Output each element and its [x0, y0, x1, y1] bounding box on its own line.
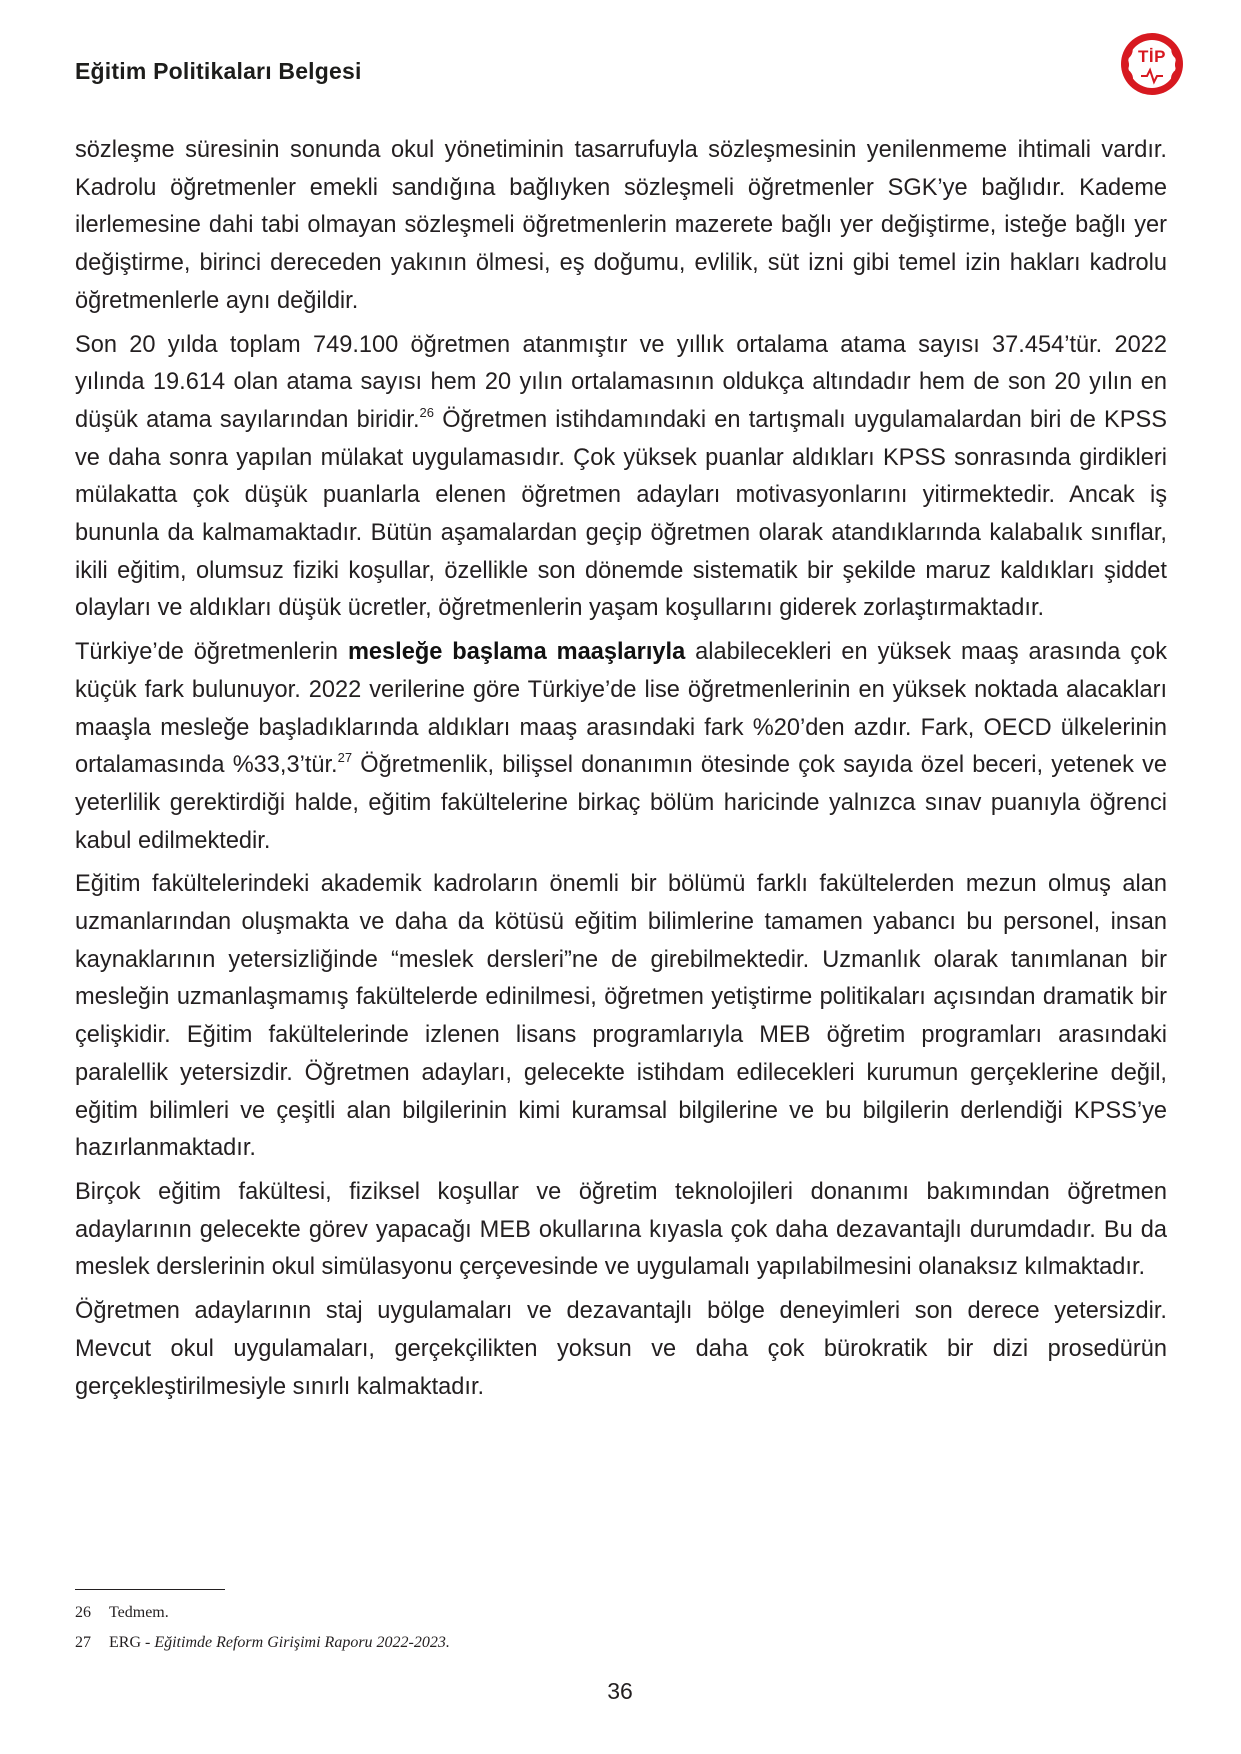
document-title: Eğitim Politikaları Belgesi	[75, 58, 362, 84]
footnote-title: Eğitimde Reform Girişimi Raporu 2022-2023.	[154, 1634, 450, 1651]
footnote-source: ERG	[109, 1634, 141, 1651]
footnote-27	[75, 1628, 975, 1658]
paragraph: Son 20 yılda toplam 749.100 öğretmen atanmıştır ve yıllık ortalama atama sayısı 37.454’tür. 2022 yılında 19.614 olan atama sayısı hem 20 yılın ortalamasının oldukça altındadır hem de son 20 yılın en düşük atama sayılarından biridir.$^{26}$ Öğretmen istihdamındaki en tartışmalı uygulamalardan biri de KPSS ve daha sonra yapılan mülakat uygulamasıdır. Çok yüksek puanlar aldıkları KPSS sonrasında girdikleri mülakatta çok düşük puanlarla elenen öğretmen adayları motivasyonlarını yitirmektedir. Ancak iş bununla da kalmamaktadır. Bütün aşamalardan geçip öğretmen olarak atandıklarında kalabalık sınıflar, ikili eğitim, olumsuz fiziki koşullar, özellikle son dönemde sistematik bir şekilde maruz kaldıkları şiddet olayları ve aldıkları düşük ücretler, öğretmenlerin yaşam koşullarını giderek zorlaştırmaktadır.	[75, 331, 1167, 622]
logo-text: TİP	[1138, 47, 1166, 66]
footnote-text: Tedmem.	[109, 1604, 169, 1621]
paragraph: Eğitim fakültelerindeki akademik kadroların önemli bir bölümü farklı fakültelerden mezun olmuş alan uzmanlarından oluşmakta ve daha da kötüsü eğitim bilimlerine tamamen yabancı bu personel, insan kaynaklarının yetersizliğinde “meslek dersleri”ne de girebilmektedir. Uzmanlık olarak tanımlanan bir mesleğin uzmanlaşmamış fakültelerde edinilmesi, öğretmen yetiştirme politikaları açısından dramatik bir çelişkidir. Eğitim fakültelerinde izlenen lisans programlarıyla MEB öğretim programları arasındaki paralellik yetersizdir. Öğretmen adayları, gelecekte istihdam edilecekleri kurumun gerçeklerine değil, eğitim bilimleri ve çeşitli alan bilgilerinin kimi kuramsal bilgilerine ve bu bilgilerin derlendiği KPSS’ye hazırlanmaktadır.	[75, 871, 1167, 1162]
footnote-number: 27	[75, 1634, 91, 1651]
paragraph: Türkiye’de öğretmenlerin mesleğe başlama maaşlarıyla alabilecekleri en yüksek maaş arasında çok küçük fark bulunuyor. 2022 verilerine göre Türkiye’de lise öğretmenlerinin en yüksek noktada alacakları maaşla mesleğe başladıklarında aldıkları maaş arasındaki fark %20’den azdır. Fark, OECD ülkelerinin ortalamasında %33,3’tür.$^{27}$ Öğretmenlik, bilişsel donanımın ötesinde çok sayıda özel beceri, yetenek ve yeterlilik gerektirdiği halde, eğitim fakültelerine birkaç bölüm haricinde yalnızca sınav puanıyla öğrenci kabul edilmektedir.	[75, 639, 1168, 854]
page-number: 36	[607, 1678, 633, 1704]
paragraph: Öğretmen adaylarının staj uygulamaları ve dezavantajlı bölge deneyimleri son derece yetersizdir. Mevcut okul uygulamaları, gerçekçilikten yoksun ve daha çok bürokratik bir dizi prosedürün gerçekleştirilmesiyle sınırlı kalmaktadır.	[75, 1298, 1167, 1400]
paragraph: sözleşme süresinin sonunda okul yönetiminin tasarrufuyla sözleşmesinin yenilenmeme ihtimali vardır. Kadrolu öğretmenler emekli sandığına bağlıyken sözleşmeli öğretmenler SGK’ye bağlıdır. Kademe ilerlemesine dahi tabi olmayan sözleşmeli öğretmenlerin mazerete bağlı yer değiştirme, isteğe bağlı yer değiştirme, birinci dereceden yakının ölmesi, eş doğumu, evlilik, süt izni gibi temel izin hakları kadrolu öğretmenlerle aynı değildir.	[75, 137, 1167, 314]
paragraph: Birçok eğitim fakültesi, fiziksel koşullar ve öğretim teknolojileri donanımı bakımından öğretmen adaylarının gelecekte görev yapacağı MEB okullarına kıyasla çok daha dezavantajlı durumdadır. Bu da meslek derslerinin okul simülasyonu çerçevesinde ve uygulamalı yapılabilmesini olanaksız kılmaktadır.	[75, 1178, 1167, 1281]
footnote-26	[75, 1598, 975, 1628]
footnote-ref-27[interactable]: 27	[337, 750, 353, 766]
footnote-separator: -	[141, 1634, 155, 1651]
footnote-number: 26	[75, 1604, 91, 1621]
footnotes	[75, 1598, 975, 1658]
bold-phrase: mesleğe başlama maaşlarıyla	[347, 639, 686, 666]
footnote-divider	[75, 1589, 225, 1590]
footnote-ref-26[interactable]: 26	[419, 404, 435, 420]
tip-logo	[1117, 29, 1187, 99]
body-text	[75, 132, 1167, 1412]
